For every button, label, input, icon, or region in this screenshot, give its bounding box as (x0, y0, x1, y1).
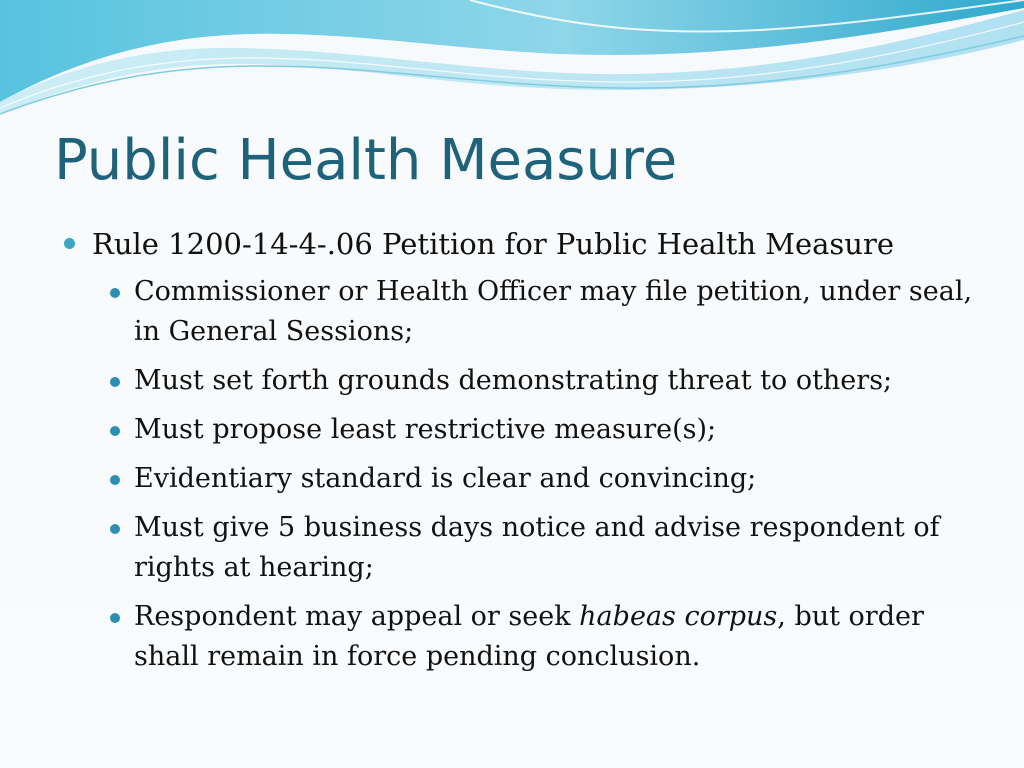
sub-bullet-text: Must set forth grounds demonstrating threat to others; (134, 365, 893, 396)
bullet-dot-icon (110, 288, 120, 298)
bullet-dot-icon (110, 613, 120, 623)
main-bullet (64, 224, 984, 264)
bullet-dot-icon (110, 377, 120, 387)
sub-bullet (64, 459, 984, 499)
main-bullet-text: Rule 1200-14-4-.06 Petition for Public Health Measure (92, 227, 894, 261)
sub-bullet (64, 410, 984, 450)
sub-bullet-list (64, 272, 984, 677)
bullet-dot-icon (64, 238, 75, 249)
sub-bullet-text-start: Respondent may appeal or seek (134, 601, 580, 632)
sub-bullet-text: Must propose least restrictive measure(s); (134, 414, 717, 445)
sub-bullet (64, 597, 984, 677)
bullet-dot-icon (110, 475, 120, 485)
sub-bullet (64, 272, 984, 352)
sub-bullet (64, 508, 984, 588)
bullet-dot-icon (110, 426, 120, 436)
header-wave-decoration (0, 0, 1024, 130)
sub-bullet-emphasis: habeas corpus (579, 601, 778, 632)
bullet-dot-icon (110, 524, 120, 534)
sub-bullet-text-end: , but order shall remain in force pending conclusion. (134, 601, 924, 672)
slide-content (64, 224, 984, 686)
sub-bullet-text: Must give 5 business days notice and advise respondent of rights at hearing; (134, 512, 940, 583)
sub-bullet (64, 361, 984, 401)
slide-title: Public Health Measure (54, 128, 678, 193)
sub-bullet-text: Evidentiary standard is clear and convincing; (134, 463, 757, 494)
sub-bullet-text: Commissioner or Health Officer may file petition, under seal, in General Sessions; (134, 276, 973, 347)
